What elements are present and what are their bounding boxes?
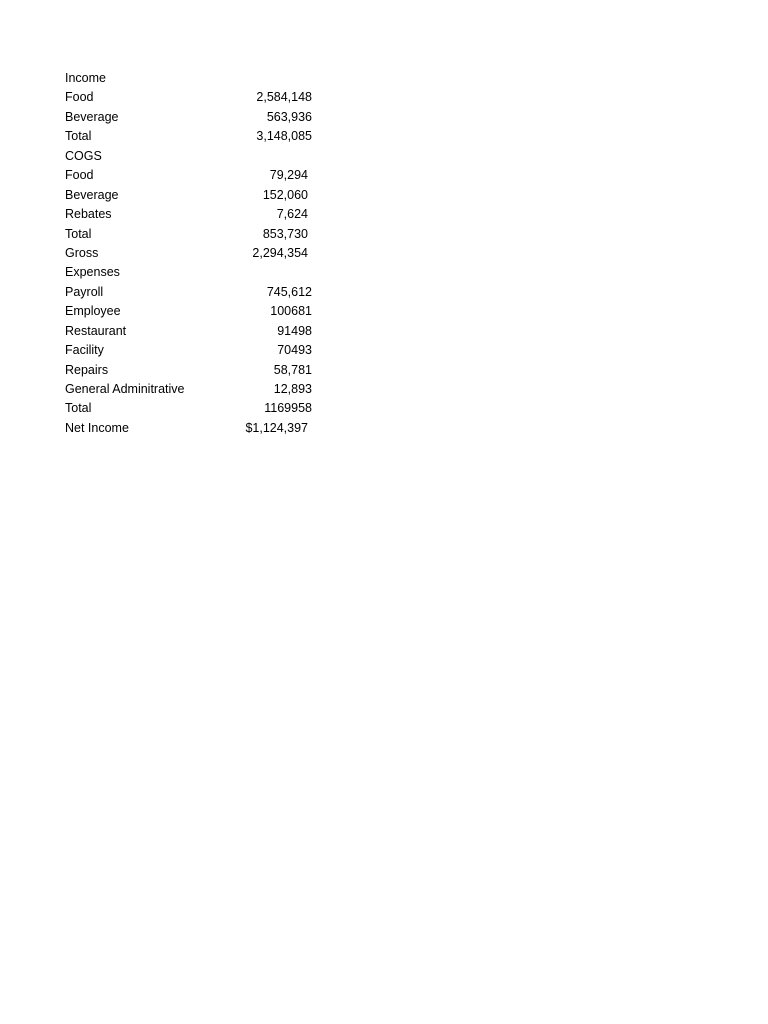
row-value: 12,893 bbox=[273, 382, 312, 396]
row-label: Payroll bbox=[65, 284, 104, 299]
row-label: Beverage bbox=[65, 187, 119, 202]
row-value: 745,612 bbox=[266, 284, 312, 299]
row-value: 91498 bbox=[277, 323, 312, 338]
row-label: COGS bbox=[65, 148, 102, 163]
row-value: 58,781 bbox=[273, 362, 312, 377]
row-label: Income bbox=[65, 71, 106, 85]
row-label: Net Income bbox=[65, 420, 129, 435]
row-label: Total bbox=[65, 226, 92, 241]
row-value: $1,124,397 bbox=[245, 420, 308, 435]
row-net-income bbox=[65, 419, 325, 438]
row-label: Gross bbox=[65, 245, 99, 260]
row-label: Repairs bbox=[65, 362, 109, 377]
row-value: 70493 bbox=[277, 343, 312, 358]
row-expenses-payroll bbox=[65, 283, 325, 302]
row-income-total bbox=[65, 127, 325, 146]
row-cogs-beverage bbox=[65, 186, 325, 205]
row-value: 2,584,148 bbox=[256, 90, 312, 105]
row-label: Restaurant bbox=[65, 323, 127, 338]
row-value: 853,730 bbox=[262, 226, 308, 241]
row-expenses-header bbox=[65, 263, 325, 282]
row-expenses-repairs bbox=[65, 361, 325, 380]
row-income-food bbox=[65, 88, 325, 107]
row-value: 2,294,354 bbox=[252, 245, 308, 260]
row-value: 152,060 bbox=[262, 187, 308, 202]
income-statement bbox=[65, 69, 325, 438]
row-value: 1169958 bbox=[264, 401, 312, 416]
row-value: 100681 bbox=[270, 304, 312, 319]
row-expenses-employee bbox=[65, 302, 325, 321]
row-income-beverage bbox=[65, 108, 325, 127]
row-label: Food bbox=[65, 90, 94, 105]
row-expenses-facility bbox=[65, 341, 325, 360]
row-value: 3,148,085 bbox=[256, 129, 312, 144]
row-label: Beverage bbox=[65, 109, 119, 124]
row-label: Total bbox=[65, 401, 92, 416]
row-label: General Adminitrative bbox=[65, 382, 185, 396]
row-label: Employee bbox=[65, 304, 121, 319]
row-label: Rebates bbox=[65, 207, 112, 222]
row-cogs-food bbox=[65, 166, 325, 185]
row-cogs-header bbox=[65, 147, 325, 166]
row-label: Total bbox=[65, 129, 92, 144]
row-income-header bbox=[65, 69, 325, 88]
row-expenses-total bbox=[65, 399, 325, 418]
row-cogs-rebates bbox=[65, 205, 325, 224]
row-value: 7,624 bbox=[276, 207, 308, 222]
row-value: 79,294 bbox=[269, 168, 308, 183]
row-label: Facility bbox=[65, 343, 104, 358]
row-gross bbox=[65, 244, 325, 263]
row-label: Expenses bbox=[65, 265, 120, 280]
row-label: Food bbox=[65, 168, 94, 183]
row-cogs-total bbox=[65, 225, 325, 244]
row-value: 563,936 bbox=[266, 109, 312, 124]
row-expenses-restaurant bbox=[65, 322, 325, 341]
row-expenses-general-admin bbox=[65, 380, 325, 399]
